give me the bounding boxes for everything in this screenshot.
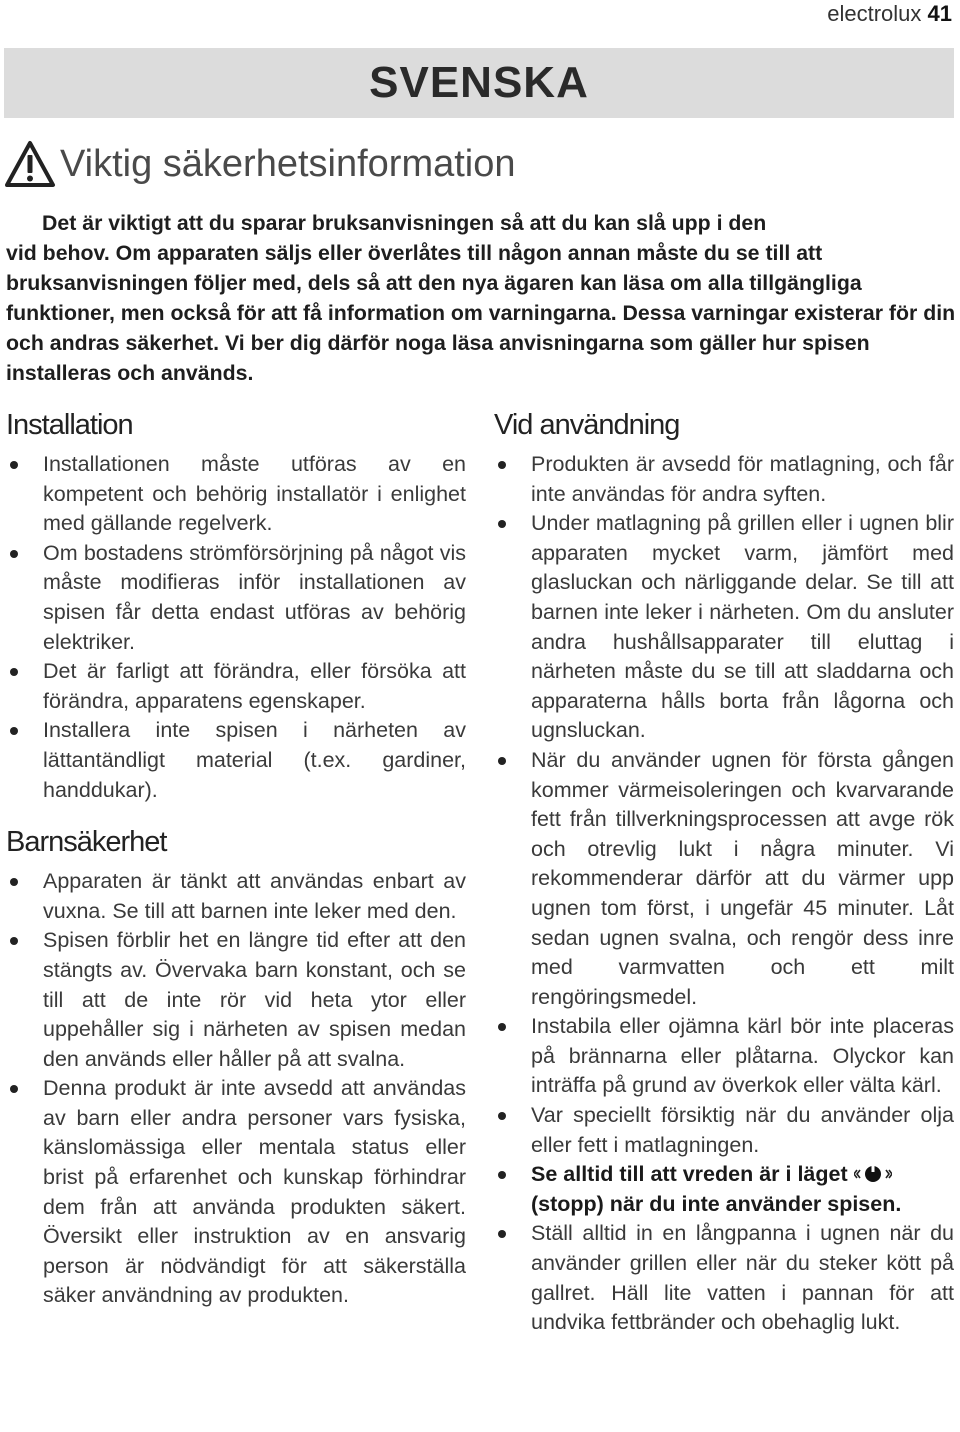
list-item: Under matlagning på grillen eller i ugnen blir apparaten mycket varm, jämfört med glasluckan och närliggande delar. Se till att barnen inte leker i närheten. Om du ansluter andra hushållsapparater till eluttag i närheten måste du se till att sladdarna och apparaterna hålls borta från lågorna och ugnsluckan.: [494, 509, 954, 746]
installation-heading: Installation: [6, 409, 133, 441]
list-item: Denna produkt är inte avsedd att användas av barn eller andra personer vars fysiska, känslomässiga eller mentala status eller brist på erfarenhet och kunskap förhindrar dem från att använda produkten säkert. Översikt eller instruktion av en ansvarig person är nödvändigt för att säkerställa säker användning av produkten.: [6, 1074, 466, 1311]
right-column: [494, 400, 954, 1338]
usage-list: [494, 450, 954, 1338]
warning-triangle-icon: [4, 140, 56, 188]
list-item: Produkten är avsedd för matlagning, och får inte användas för andra syften.: [494, 450, 954, 509]
knob-warning-text: Se alltid till att vreden är i läget: [531, 1162, 848, 1187]
list-item: Installationen måste utföras av en kompetent och behörig installatör i enlighet med gällande regelverk.: [6, 450, 466, 539]
list-item: När du använder ugnen för första gången kommer värmeisoleringen och kvarvarande fett från tillverkningsprocessen att avge rök och otrevlig lukt i några minuter. Vi rekommenderar därför att du värmer upp ugnen tom först, i ungefär 45 minuter. Låt sedan ugnen svalna, och rengör dess inre med varmvatten och ett milt rengöringsmedel.: [494, 746, 954, 1012]
list-item: Installera inte spisen i närheten av lättantändligt material (t.ex. gardiner, handdukar).: [6, 716, 466, 805]
left-column: [6, 400, 466, 1311]
page-number: 41: [927, 1, 952, 26]
list-item: Det är farligt att förändra, eller försöka att förändra, apparatens egenskaper.: [6, 657, 466, 716]
child-safety-heading: Barnsäkerhet: [6, 826, 167, 859]
installation-list: [6, 450, 466, 805]
list-item: Instabila eller ojämna kärl bör inte placeras på brännarna eller plåtarna. Olyckor kan inträffa på grund av överkok eller välta kärl.: [494, 1012, 954, 1101]
language-title: SVENSKA: [369, 58, 589, 107]
language-bar: [4, 48, 954, 118]
list-item: Om bostadens strömförsörjning på något vis måste modifieras inför installationen av spisen får detta endast utföras av behörig elektriker.: [6, 539, 466, 657]
page-header: [827, 0, 952, 28]
intro-rest: vid behov. Om apparaten säljs eller överlåtes till någon annan måste du se till att bruksanvisningen följer med, dels så att den nya ägaren kan läsa om alla tillgängliga funktioner, men också för att få information om varningarna. Dessa varningar existerar för din och andras säkerhet. Vi ber dig därför noga läsa anvisningarna som gäller hur spisen installeras och används.: [6, 241, 956, 385]
intro-paragraph: [6, 208, 956, 388]
intro-line-1: Det är viktigt att du sparar bruksanvisningen så att du kan slå upp i den: [42, 211, 767, 235]
child-safety-list: [6, 867, 466, 1311]
section-title: Viktig säkerhetsinformation: [60, 142, 516, 185]
list-item: Spisen förblir het en längre tid efter att den stängts av. Övervaka barn konstant, och se till att de inte rör vid heta ytor eller uppehåller sig i närheten av spisen medan den används eller håller på att svalna.: [6, 926, 466, 1074]
section-heading: [4, 138, 516, 190]
knob-warning-item: [494, 1160, 954, 1219]
list-item: Apparaten är tänkt att användas enbart av vuxna. Se till att barnen inte leker med den.: [6, 867, 466, 926]
list-item: Ställ alltid in en långpanna i ugnen när du använder grillen eller när du steker kött på gallret. Häll lite vatten i pannan för att undvika fettbränder och obehaglig lukt.: [494, 1219, 954, 1337]
brand-name: electrolux: [827, 1, 922, 26]
knob-off-position-icon: [854, 1164, 892, 1184]
usage-heading: Vid användning: [494, 409, 680, 441]
knob-warning-text-end: (stopp) när du inte använder spisen.: [531, 1191, 902, 1216]
list-item: Var speciellt försiktig när du använder olja eller fett i matlagningen.: [494, 1101, 954, 1160]
